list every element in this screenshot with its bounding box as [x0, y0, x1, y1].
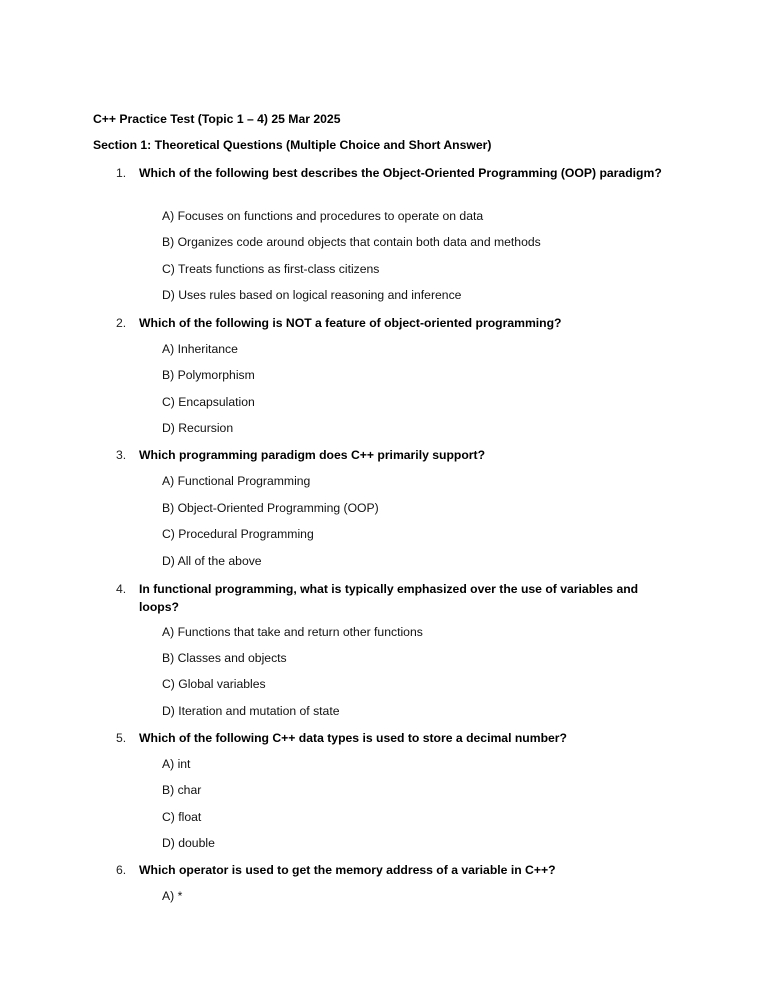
question-number: 3. — [116, 448, 127, 462]
question-text: Which operator is used to get the memory address of a variable in C++? — [139, 863, 556, 877]
option: A) * — [162, 889, 183, 903]
question-number: 1. — [116, 166, 127, 180]
option: A) Inheritance — [162, 342, 238, 356]
option: C) Global variables — [162, 677, 266, 691]
question-number: 4. — [116, 582, 127, 596]
question-text: Which of the following best describes the Object-Oriented Programming (OOP) paradigm? — [139, 166, 662, 180]
option: A) Functional Programming — [162, 474, 311, 488]
question-text: Which of the following C++ data types is used to store a decimal number? — [139, 731, 567, 745]
option: C) float — [162, 810, 202, 824]
option: B) Object-Oriented Programming (OOP) — [162, 501, 379, 515]
document-title: C++ Practice Test (Topic 1 – 4) 25 Mar 2025 — [93, 112, 341, 126]
option: B) Polymorphism — [162, 368, 255, 382]
option: B) Organizes code around objects that contain both data and methods — [162, 235, 541, 249]
question-text: In functional programming, what is typically emphasized over the use of variables and loops? — [139, 582, 639, 614]
section-heading: Section 1: Theoretical Questions (Multiple Choice and Short Answer) — [93, 138, 492, 152]
option: C) Treats functions as first-class citizens — [162, 262, 380, 276]
option: D) Iteration and mutation of state — [162, 704, 340, 718]
option: B) Classes and objects — [162, 651, 287, 665]
option: D) Recursion — [162, 421, 234, 435]
question-text: Which programming paradigm does C++ primarily support? — [139, 448, 486, 462]
question-text: Which of the following is NOT a feature of object-oriented programming? — [139, 316, 562, 330]
option: C) Procedural Programming — [162, 527, 314, 541]
option: A) int — [162, 757, 191, 771]
option: B) char — [162, 783, 202, 797]
option: C) Encapsulation — [162, 395, 255, 409]
option: D) double — [162, 836, 215, 850]
option: D) All of the above — [162, 554, 262, 568]
question-number: 5. — [116, 731, 127, 745]
question-number: 6. — [116, 863, 127, 877]
option: A) Functions that take and return other functions — [162, 625, 423, 639]
option: D) Uses rules based on logical reasoning and inference — [162, 288, 462, 302]
question-number: 2. — [116, 316, 127, 330]
option: A) Focuses on functions and procedures to operate on data — [162, 209, 484, 223]
